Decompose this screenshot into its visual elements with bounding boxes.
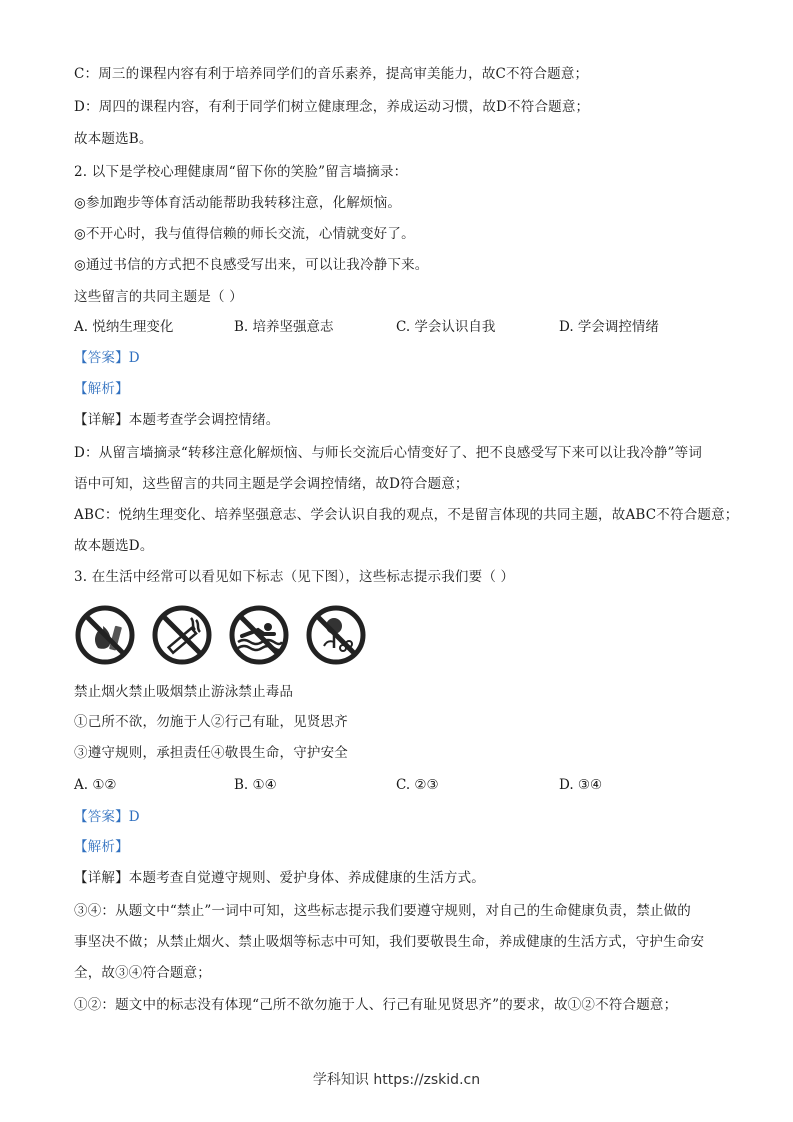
statement-line: ①己所不欲，勿施于人②行己有耻，见贤思齐: [74, 714, 348, 730]
question-3-title: 3. 在生活中经常可以看见如下标志（见下图），这些标志提示我们要（ ）: [74, 569, 515, 585]
detail-text: D：从留言墙摘录“转移注意化解烦恼、与师长交流后心情变好了、把不良感受写下来可以让我冷静”等词: [74, 445, 703, 461]
no-fire-sign-icon: [74, 604, 136, 666]
question-2-quote: ◎参加跑步等体育活动能帮助我转移注意，化解烦恼。: [74, 195, 402, 211]
analysis-label: 【解析】: [74, 839, 129, 855]
detail-text: 故本题选D。: [74, 538, 154, 554]
q3-option-d: D. ③④: [559, 777, 603, 793]
detail-text: 事坚决不做；从禁止烟火、禁止吸烟等标志中可知，我们要敬畏生命，养成健康的生活方式，守护生命安: [74, 934, 705, 950]
text-line: 故本题选B。: [74, 131, 153, 147]
question-2-quote: ◎通过书信的方式把不良感受写出来，可以让我冷静下来。: [74, 257, 429, 273]
answer-label: 【答案】D: [74, 809, 140, 825]
q2-option-c: C. 学会认识自我: [396, 319, 496, 335]
text-line: C：周三的课程内容有利于培养同学们的音乐素养，提高审美能力，故C不符合题意；: [74, 66, 589, 82]
detail-text: ①②：题文中的标志没有体现“己所不欲勿施于人、行己有耻见贤思齐”的要求，故①②不符合题意；: [74, 997, 678, 1013]
answer-label: 【答案】D: [74, 350, 140, 366]
detail-text: ③④：从题文中“禁止”一词中可知，这些标志提示我们要遵守规则，对自己的生命健康负责，禁止做的: [74, 903, 692, 919]
detail-text: 语中可知，这些留言的共同主题是学会调控情绪，故D符合题意；: [74, 476, 469, 492]
page-footer: 学科知识 https://zskid.cn: [312, 1072, 481, 1088]
detail-text: 全，故③④符合题意；: [74, 965, 211, 981]
text-line: D：周四的课程内容，有利于同学们树立健康理念，养成运动习惯，故D不符合题意；: [74, 99, 590, 115]
question-2-stem: 这些留言的共同主题是（ ）: [74, 289, 243, 305]
detail-text: 【详解】本题考查自觉遵守规则、爱护身体、养成健康的生活方式。: [74, 870, 485, 886]
question-2-title: 2. 以下是学校心理健康周“留下你的笑脸”留言墙摘录：: [74, 164, 408, 180]
no-drugs-sign-icon: [305, 604, 367, 666]
no-swimming-sign-icon: [228, 604, 290, 666]
question-2-quote: ◎不开心时，我与值得信赖的师长交流，心情就变好了。: [74, 226, 415, 242]
q3-option-b: B. ①④: [234, 777, 277, 793]
detail-text: ABC：悦纳生理变化、培养坚强意志、学会认识自我的观点，不是留言体现的共同主题，故ABC不符合题意；: [74, 507, 739, 523]
q2-option-b: B. 培养坚强意志: [234, 319, 334, 335]
q2-option-d: D. 学会调控情绪: [559, 319, 659, 335]
detail-text: 【详解】本题考查学会调控情绪。: [74, 412, 280, 428]
q2-option-a: A. 悦纳生理变化: [74, 319, 174, 335]
q3-option-c: C. ②③: [396, 777, 439, 793]
signs-caption: 禁止烟火禁止吸烟禁止游泳禁止毒品: [74, 684, 294, 700]
statement-line: ③遵守规则，承担责任④敬畏生命，守护安全: [74, 745, 348, 761]
analysis-label: 【解析】: [74, 381, 129, 397]
no-smoking-sign-icon: [151, 604, 213, 666]
q3-option-a: A. ①②: [74, 777, 117, 793]
